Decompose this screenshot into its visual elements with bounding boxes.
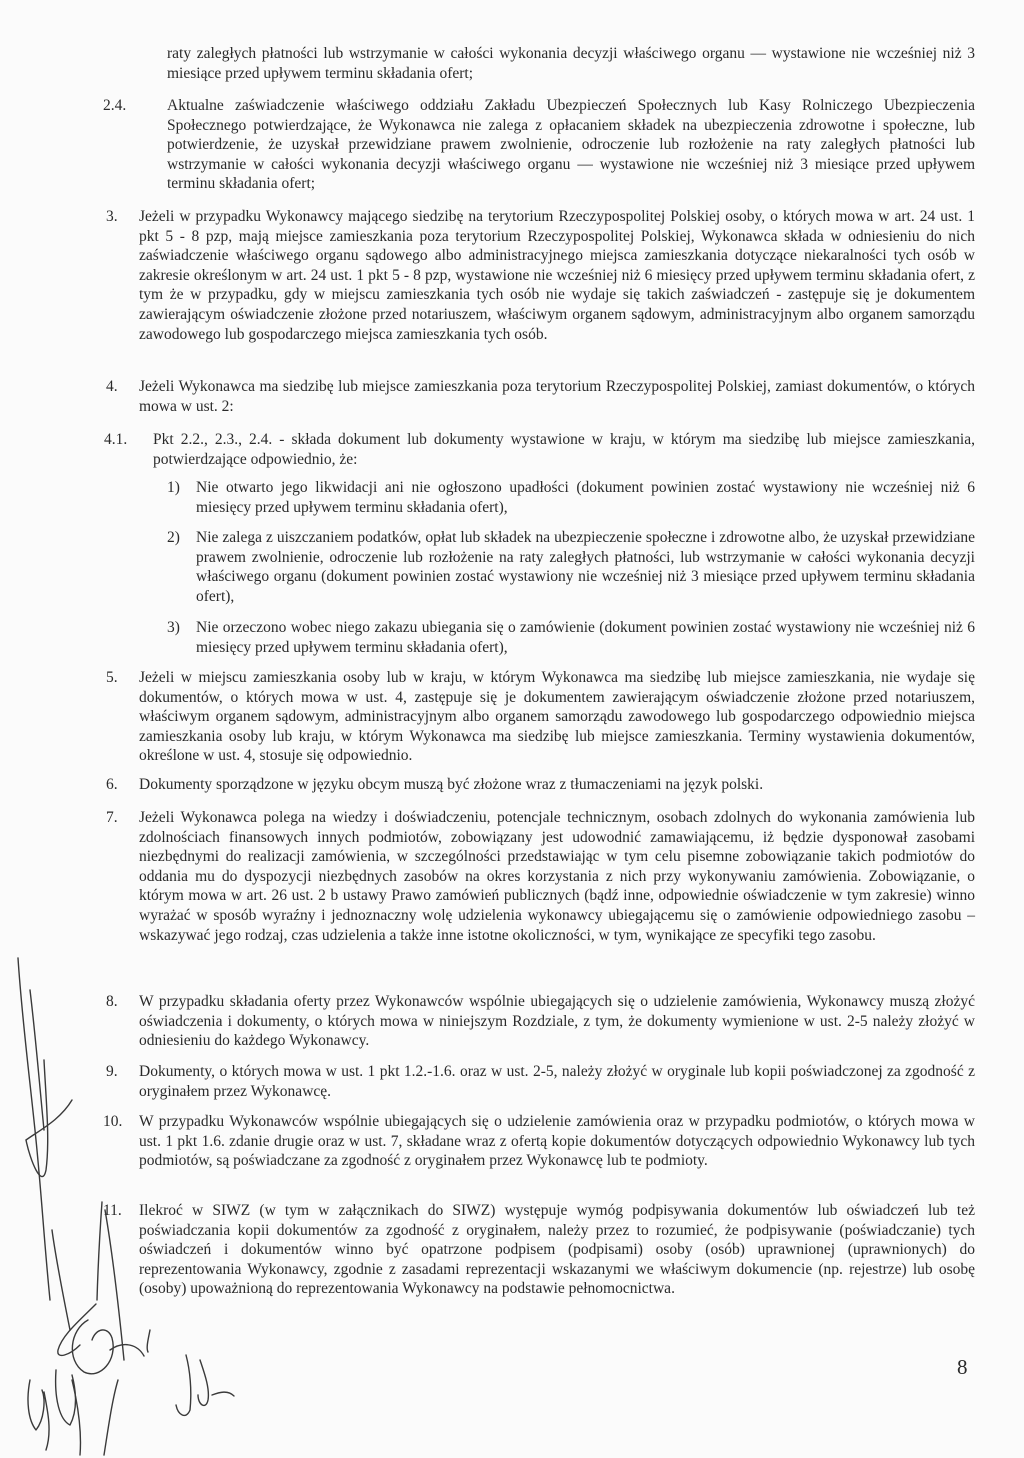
subitem-1-text: Nie otwarto jego likwidacji ani nie ogłoszono upadłości (dokument powinien zostać wystawiony nie wcześniej niż 6 miesięcy przed upływem terminu składania ofert), (196, 479, 975, 516)
item-number: 2.4. (103, 97, 127, 114)
item-4-1-text: Pkt 2.2., 2.3., 2.4. - składa dokument lub dokumenty wystawione w kraju, w którym ma siedzibę lub miejsce zamieszkania, potwierdzające odpowiednio, że: (153, 431, 975, 468)
item-3-text: Jeżeli w przypadku Wykonawcy mającego siedzibę na terytorium Rzeczypospolitej Polskiej osoby, o których mowa w art. 24 ust. 1 pkt 5 - 8 pzp, mają miejsce zamieszkania poza terytorium Rzeczypospolitej Polskiej, Wykonawca składa w odniesieniu do nich zaświadczenie właściwego organu sądowego albo administracyjnego miejsca zamieszkania dotyczące niekaralności tych osób w zakresie określonym w art. 24 ust. 1 pkt 5 - 8 pzp, wystawione nie wcześniej niż 6 miesięcy przed upływem terminu składania ofert, z tym że w przypadku, gdy w miejscu zamieszkania tych osób nie wydaje się takich zaświadczeń - zastępuje się je dokumentem zawierającym oświadczenie złożone przed notariuszem, właściwym organem sądowym, administracyjnym albo organem samorządu zawodowego lub gospodarczego miejsca zamieszkania tych osób. (139, 208, 975, 343)
item-number: 11. (103, 1202, 122, 1219)
item-9-text: Dokumenty, o których mowa w ust. 1 pkt 1.2.-1.6. oraz w ust. 2-5, należy złożyć w oryginale lub kopii poświadczonej za zgodność z oryginałem przez Wykonawcę. (139, 1063, 975, 1100)
item-6-text: Dokumenty sporządzone w języku obcym muszą być złożone wraz z tłumaczeniami na język polski. (139, 776, 764, 793)
intro-paragraph: raty zaległych płatności lub wstrzymanie w całości wykonania decyzji właściwego organu — wystawione nie wcześniej niż 3 miesiące przed upływem terminu składania ofert; (167, 45, 975, 82)
item-4-text: Jeżeli Wykonawca ma siedzibę lub miejsce zamieszkania poza terytorium Rzeczypospolitej Polskiej, zamiast dokumentów, o których mowa w ust. 2: (139, 378, 975, 415)
item-10-text: W przypadku Wykonawców wspólnie ubiegających się o udzielenie zamówienia oraz w przypadku podmiotów, o których mowa w ust. 1 pkt 1.6. zdanie drugie oraz w ust. 7, składane wraz z ofertą kopie dokumentów dotyczących odpowiednio Wykonawcy lub tych podmiotów, są poświadczane za zgodność z oryginałem przez Wykonawcę lub te podmioty. (139, 1113, 975, 1170)
item-number: 9. (106, 1063, 118, 1080)
item-number: 5. (106, 669, 118, 686)
item-2-4-text: Aktualne zaświadczenie właściwego oddziału Zakładu Ubezpieczeń Społecznych lub Kasy Rolniczego Ubezpieczenia Społecznego potwierdzające, że Wykonawca nie zalega z opłacaniem składek na ubezpieczenia zdrowotne i społeczne, lub potwierdzenie, że uzyskał przewidziane prawem zwolnienie, odroczenie lub rozłożenie na raty zaległych płatności lub wstrzymanie w całości wykonania decyzji właściwego organu — wystawione nie wcześniej niż 3 miesiące przed upływem terminu składania ofert; (167, 97, 975, 193)
subitem-3-text: Nie orzeczono wobec niego zakazu ubiegania się o zamówienie (dokument powinien zostać wystawiony nie wcześniej niż 6 miesięcy przed upływem terminu składania ofert), (196, 619, 975, 656)
item-number: 8. (106, 993, 118, 1010)
item-number: 10. (103, 1113, 123, 1130)
item-11-text: Ilekroć w SIWZ (w tym w załącznikach do SIWZ) występuje wymóg podpisywania dokumentów lub oświadczeń lub też poświadczania kopii dokumentów za zgodność z oryginałem, należy przez to rozumieć, że podpisywanie (poświadczanie) tych oświadczeń i dokumentów winno być opatrzone podpisem (podpisami) osoby (osób) uprawnionej (uprawnionych) do reprezentowania Wykonawcy, zgodnie z zasadami reprezentacji wskazanymi we właściwym dokumencie (np. rejestrze) lub osobę (osoby) upoważnioną do reprezentowania Wykonawcy na podstawie pełnomocnictwa. (139, 1202, 975, 1298)
subitem-2-text: Nie zalega z uiszczaniem podatków, opłat lub składek na ubezpieczenie społeczne i zdrowotne albo, że uzyskał przewidziane prawem zwolnienie, odroczenie lub rozłożenie na raty zaległych płatności, lub wstrzymanie w całości wykonania decyzji właściwego organu (dokument powinien zostać wystawiony nie wcześniej niż 3 miesiące przed upływem terminu składania ofert), (196, 529, 975, 605)
item-number: 7. (106, 809, 118, 826)
subitem-number: 3) (167, 619, 180, 636)
item-8-text: W przypadku składania oferty przez Wykonawców wspólnie ubiegających się o udzielenie zamówienia, Wykonawcy muszą złożyć oświadczenia i dokumenty, o których mowa w niniejszym Rozdziale, z tym, że dokumenty wymienione w ust. 2-5 należy złożyć w odniesieniu do każdego Wykonawcy. (139, 993, 975, 1050)
subitem-number: 1) (167, 479, 180, 496)
item-number: 3. (106, 208, 118, 225)
item-number: 4. (106, 378, 118, 395)
item-7-text: Jeżeli Wykonawca polega na wiedzy i doświadczeniu, potencjale technicznym, osobach zdolnych do wykonania zamówienia lub zdolnościach finansowych innych podmiotów, zobowiązany jest udowodnić zamawiającemu, iż będzie dysponował zasobami niezbędnymi do realizacji zamówienia, w szczególności przedstawiając w tym celu pisemne zobowiązanie takich podmiotów do oddania mu do dyspozycji niezbędnych zasobów na okres korzystania z nich przy wykonywaniu zamówienia. Zobowiązanie, o którym mowa w art. 26 ust. 2 b ustawy Prawo zamówień publicznych (bądź inne, odpowiednie oświadczenie w tym zakresie) winno wyrażać w sposób wyraźny i jednoznaczny wolę udzielenia wykonawcy ubiegającemu się o zamówienie odpowiedniego zasobu – wskazywać jego rodzaj, czas udzielenia a także inne istotne okoliczności, w tym, wynikające ze specyfiki tego zasobu. (139, 809, 975, 944)
item-5-text: Jeżeli w miejscu zamieszkania osoby lub w kraju, w którym Wykonawca ma siedzibę lub miejsce zamieszkania, nie wydaje się dokumentów, o których mowa w ust. 4, zastępuje się je dokumentem zawierającym oświadczenie złożone przed notariuszem, właściwym organem sądowym, administracyjnym albo organem samorządu zawodowego lub gospodarczego odpowiednio miejsca zamieszkania osoby lub kraju, w którym Wykonawca ma siedzibę lub miejsce zamieszkania. Terminy wystawienia dokumentów, określone w ust. 4, stosuje się odpowiednio. (139, 669, 975, 765)
subitem-number: 2) (167, 529, 180, 546)
page-number: 8 (957, 1355, 968, 1379)
item-number: 6. (106, 776, 118, 793)
item-number: 4.1. (104, 431, 128, 448)
